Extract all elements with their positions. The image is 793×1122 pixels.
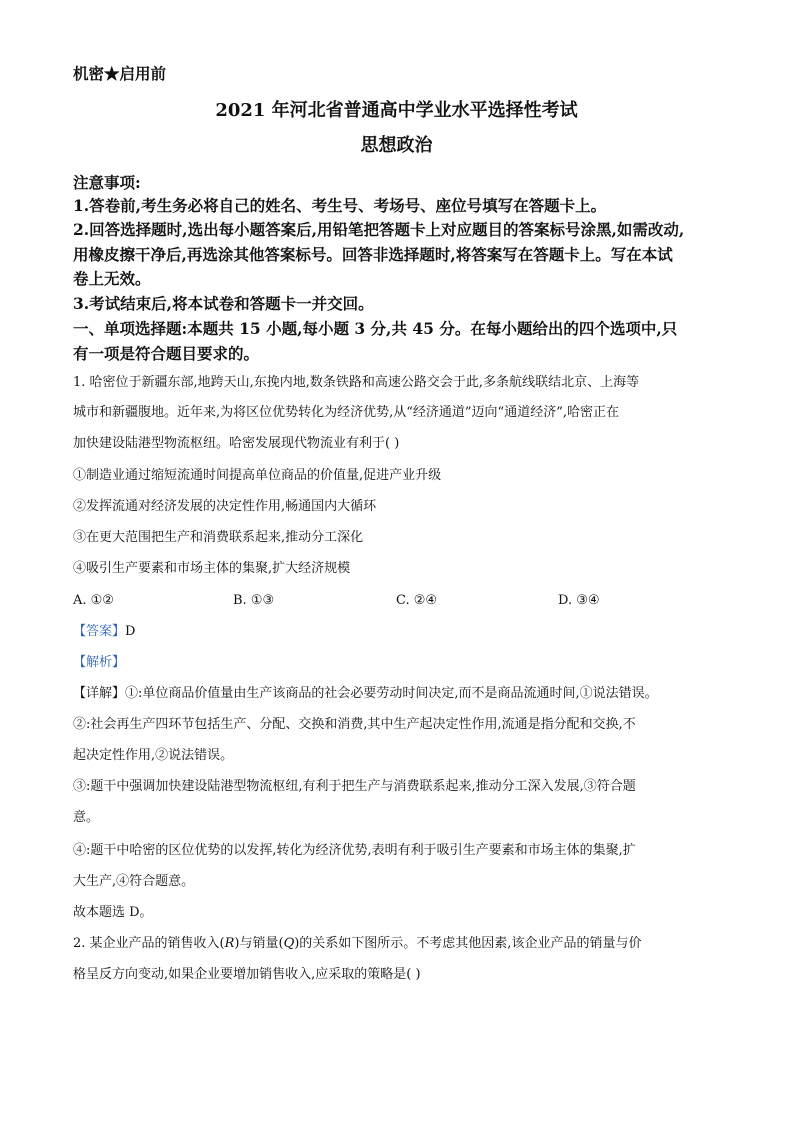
q2-var-q: Q — [283, 936, 295, 951]
notice-heading: 注意事项: — [73, 173, 141, 192]
notice-item: 3.考试结束后,将本试卷和答题卡一并交回。 — [73, 294, 374, 313]
subject-title: 思想政治 — [360, 135, 433, 156]
answer-value: D — [125, 624, 136, 639]
q2-stem — [73, 937, 641, 950]
exam-title: 2021 年河北省普通高中学业水平选择性考试 — [215, 100, 578, 121]
q1-option-a: A. ①② — [73, 593, 114, 608]
q1-detail: 大生产,④符合题意。 — [73, 874, 195, 889]
notice-item: 用橡皮擦干净后,再选涂其他答案标号。回答非选择题时,将答案写在答题卡上。写在本试 — [73, 245, 673, 264]
q1-detail: 起决定性作用,②说法错误。 — [73, 748, 234, 763]
answer-tag: 【答案】 — [73, 624, 126, 639]
q1-answer — [73, 625, 135, 638]
q1-option-c: C. ②④ — [396, 593, 438, 608]
section-heading-cont: 有一项是符合题目要求的。 — [73, 344, 260, 363]
q2-stem-part: )的关系如下图所示。不考虑其他因素,该企业产品的销量与价 — [294, 936, 642, 951]
q2-stem-part: )与销量( — [234, 936, 284, 951]
q2-var-r: R — [224, 936, 235, 951]
q2-stem: 格呈反方向变动,如果企业要增加销售收入,应采取的策略是( ) — [73, 967, 421, 982]
q1-detail: 故本题选 D。 — [73, 905, 153, 920]
q1-detail: ④:题干中哈密的区位优势的以发挥,转化为经济优势,表明有利于吸引生产要素和市场主体的集聚,扩 — [73, 843, 636, 858]
analysis-tag: 【解析】 — [73, 655, 126, 670]
q1-option-d: D. ③④ — [558, 593, 600, 608]
q1-statement: ④吸引生产要素和市场主体的集聚,扩大经济规模 — [73, 561, 351, 576]
q1-detail: 【详解】①:单位商品价值量由生产该商品的社会必要劳动时间决定,而不是商品流通时间,①说法错误。 — [73, 686, 658, 701]
section-heading: 一、单项选择题:本题共 15 小题,每小题 3 分,共 45 分。在每小题给出的四个选项中,只 — [73, 319, 678, 338]
secret-label: 机密★启用前 — [73, 64, 167, 83]
q1-stem: 加快建设陆港型物流枢纽。哈密发展现代物流业有利于( ) — [73, 436, 400, 451]
notice-item: 2.回答选择题时,选出每小题答案后,用铅笔把答题卡上对应题目的答案标号涂黑,如需改动, — [73, 220, 685, 239]
q1-detail: ③:题干中强调加快建设陆港型物流枢纽,有利于把生产与消费联系起来,推动分工深入发展,③符合题 — [73, 779, 636, 794]
q1-statement: ①制造业通过缩短流通时间提高单位商品的价值量,促进产业升级 — [73, 468, 442, 483]
q1-detail: 意。 — [73, 810, 100, 825]
notice-item: 卷上无效。 — [73, 269, 151, 288]
q1-detail: ②:社会再生产四环节包括生产、分配、交换和消费,其中生产起决定性作用,流通是指分配和交换,不 — [73, 717, 636, 732]
q2-stem-part: 2. 某企业产品的销售收入( — [73, 936, 225, 951]
q1-stem: 城市和新疆腹地。近年来,为将区位优势转化为经济优势,从“经济通道”迈向“通道经济”,哈密正在 — [73, 405, 619, 420]
q1-statement: ②发挥流通对经济发展的决定性作用,畅通国内大循环 — [73, 499, 377, 514]
q1-option-b: B. ①③ — [233, 593, 275, 608]
q1-statement: ③在更大范围把生产和消费联系起来,推动分工深化 — [73, 530, 364, 545]
q1-stem: 1. 哈密位于新疆东部,地跨天山,东挽内地,数条铁路和高速公路交会于此,多条航线联结北京、上海等 — [73, 375, 640, 390]
notice-item: 1.答卷前,考生务必将自己的姓名、考生号、考场号、座位号填写在答题卡上。 — [73, 196, 607, 215]
